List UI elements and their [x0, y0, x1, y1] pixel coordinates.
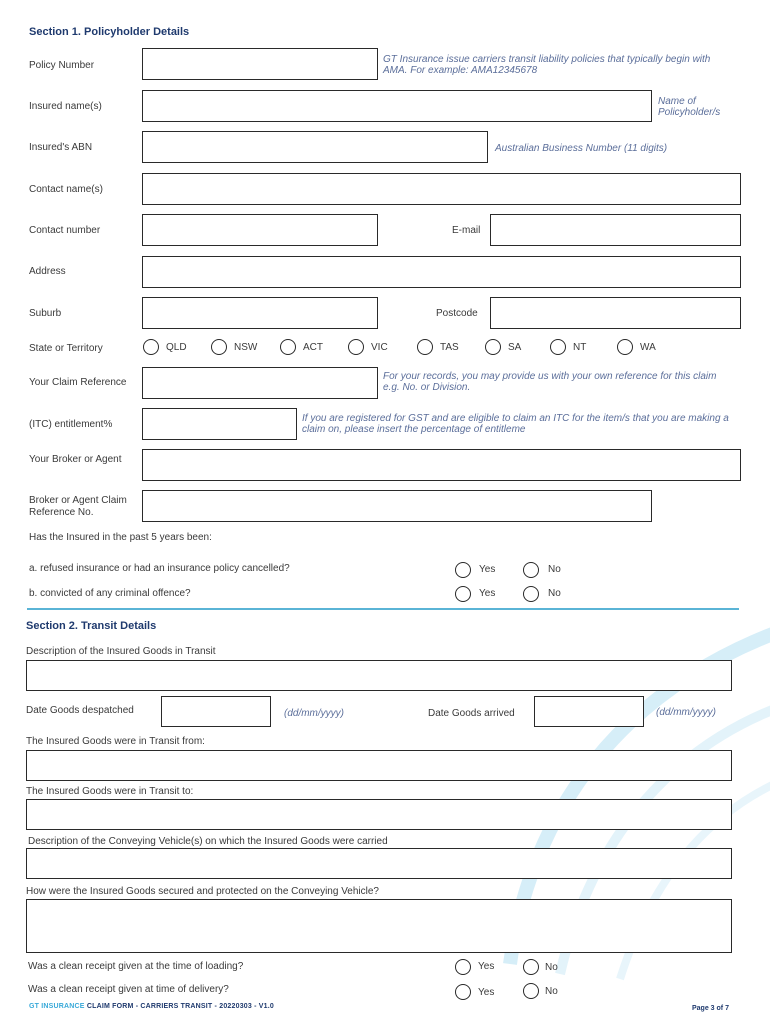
- claim-ref-hint: For your records, you may provide us with your own reference for this claim e.g. No. or Division.: [383, 371, 717, 393]
- state-label-nsw: NSW: [234, 342, 258, 353]
- goods-description-label: Description of the Insured Goods in Transit: [26, 646, 216, 657]
- itc-hint: If you are registered for GST and are eligible to claim an ITC for the item/s that you are making a claim on, please insert the percentage of entitleme: [302, 413, 729, 435]
- transit-from-input[interactable]: [26, 750, 732, 781]
- broker-input[interactable]: [142, 449, 741, 481]
- state-label-nt: NT: [573, 342, 587, 353]
- state-label-sa: SA: [508, 342, 522, 353]
- goods-description-input[interactable]: [26, 660, 732, 691]
- date-despatched-input[interactable]: [161, 696, 271, 727]
- state-radio-nt[interactable]: [550, 339, 566, 355]
- q-convicted-label: b. convicted of any criminal offence?: [29, 588, 191, 599]
- date-arrived-format: (dd/mm/yyyy): [656, 707, 716, 718]
- refused-no-label: No: [548, 564, 561, 575]
- abn-label: Insured's ABN: [29, 142, 93, 153]
- transit-to-input[interactable]: [26, 799, 732, 830]
- policy-number-hint: GT Insurance issue carriers transit liability policies that typically begin with AMA. For example: AMA12345678: [383, 54, 711, 76]
- convicted-yes-label: Yes: [479, 588, 496, 599]
- state-radio-tas[interactable]: [417, 339, 433, 355]
- refused-yes-radio[interactable]: [455, 562, 471, 578]
- section-divider: [27, 608, 739, 610]
- email-label: E-mail: [452, 225, 481, 236]
- broker-label: Your Broker or Agent: [29, 454, 122, 465]
- state-radio-qld[interactable]: [143, 339, 159, 355]
- date-despatched-format: (dd/mm/yyyy): [284, 708, 344, 719]
- footer-form-name: CLAIM FORM - CARRIERS TRANSIT - 20220303 - V1.0: [86, 1003, 274, 1010]
- state-radio-vic[interactable]: [348, 339, 364, 355]
- section1-title: Section 1. Policyholder Details: [29, 26, 190, 38]
- suburb-label: Suburb: [29, 308, 62, 319]
- postcode-input[interactable]: [490, 297, 741, 329]
- vehicle-label: Description of the Conveying Vehicle(s) on which the Insured Goods were carried: [28, 836, 388, 847]
- footer-form-id: [29, 1003, 274, 1010]
- convicted-no-radio[interactable]: [523, 586, 539, 602]
- state-label: State or Territory: [29, 343, 103, 354]
- state-label-vic: VIC: [371, 342, 388, 353]
- abn-input[interactable]: [142, 131, 488, 163]
- loading-no-label: No: [545, 962, 558, 973]
- insured-name-label: Insured name(s): [29, 101, 102, 112]
- contact-number-label: Contact number: [29, 225, 101, 236]
- q-delivery-label: Was a clean receipt given at time of delivery?: [28, 984, 229, 995]
- policy-number-input[interactable]: [142, 48, 378, 80]
- state-label-act: ACT: [303, 342, 323, 353]
- delivery-no-label: No: [545, 986, 558, 997]
- secured-textarea[interactable]: [26, 899, 732, 953]
- loading-no-radio[interactable]: [523, 959, 539, 975]
- section2-title: Section 2. Transit Details: [26, 620, 157, 632]
- state-radio-sa[interactable]: [485, 339, 501, 355]
- transit-to-label: The Insured Goods were in Transit to:: [26, 786, 194, 797]
- footer-brand: GT INSURANCE: [29, 1003, 85, 1010]
- broker-ref-label: Broker or Agent Claim Reference No.: [29, 495, 127, 518]
- state-label-tas: TAS: [440, 342, 459, 353]
- loading-yes-radio[interactable]: [455, 959, 471, 975]
- insured-name-hint: Name of Policyholder/s: [658, 96, 721, 118]
- transit-from-label: The Insured Goods were in Transit from:: [26, 736, 205, 747]
- address-label: Address: [29, 266, 66, 277]
- state-radio-wa[interactable]: [617, 339, 633, 355]
- footer-page-number: Page 3 of 7: [692, 1005, 729, 1012]
- delivery-yes-radio[interactable]: [455, 984, 471, 1000]
- convicted-yes-radio[interactable]: [455, 586, 471, 602]
- state-radio-nsw[interactable]: [211, 339, 227, 355]
- refused-yes-label: Yes: [479, 564, 496, 575]
- contact-number-input[interactable]: [142, 214, 378, 246]
- insured-name-input[interactable]: [142, 90, 652, 122]
- state-label-wa: WA: [640, 342, 656, 353]
- state-label-qld: QLD: [166, 342, 187, 353]
- vehicle-input[interactable]: [26, 848, 732, 879]
- past5-label: Has the Insured in the past 5 years been:: [29, 532, 212, 543]
- q-loading-label: Was a clean receipt given at the time of loading?: [28, 961, 244, 972]
- state-radio-act[interactable]: [280, 339, 296, 355]
- secured-label: How were the Insured Goods secured and protected on the Conveying Vehicle?: [26, 886, 379, 897]
- itc-label: (ITC) entitlement%: [29, 419, 113, 430]
- email-input[interactable]: [490, 214, 741, 246]
- date-arrived-label: Date Goods arrived: [428, 708, 515, 719]
- broker-ref-input[interactable]: [142, 490, 652, 522]
- contact-name-input[interactable]: [142, 173, 741, 205]
- delivery-no-radio[interactable]: [523, 983, 539, 999]
- date-despatched-label: Date Goods despatched: [26, 705, 134, 716]
- address-input[interactable]: [142, 256, 741, 288]
- contact-name-label: Contact name(s): [29, 184, 103, 195]
- policy-number-label: Policy Number: [29, 60, 95, 71]
- suburb-input[interactable]: [142, 297, 378, 329]
- postcode-label: Postcode: [436, 308, 478, 319]
- loading-yes-label: Yes: [478, 961, 495, 972]
- claim-ref-label: Your Claim Reference: [29, 377, 127, 388]
- q-refused-label: a. refused insurance or had an insurance policy cancelled?: [29, 563, 290, 574]
- refused-no-radio[interactable]: [523, 562, 539, 578]
- abn-hint: Australian Business Number (11 digits): [495, 143, 668, 154]
- delivery-yes-label: Yes: [478, 987, 495, 998]
- claim-ref-input[interactable]: [142, 367, 378, 399]
- date-arrived-input[interactable]: [534, 696, 644, 727]
- convicted-no-label: No: [548, 588, 561, 599]
- itc-input[interactable]: [142, 408, 297, 440]
